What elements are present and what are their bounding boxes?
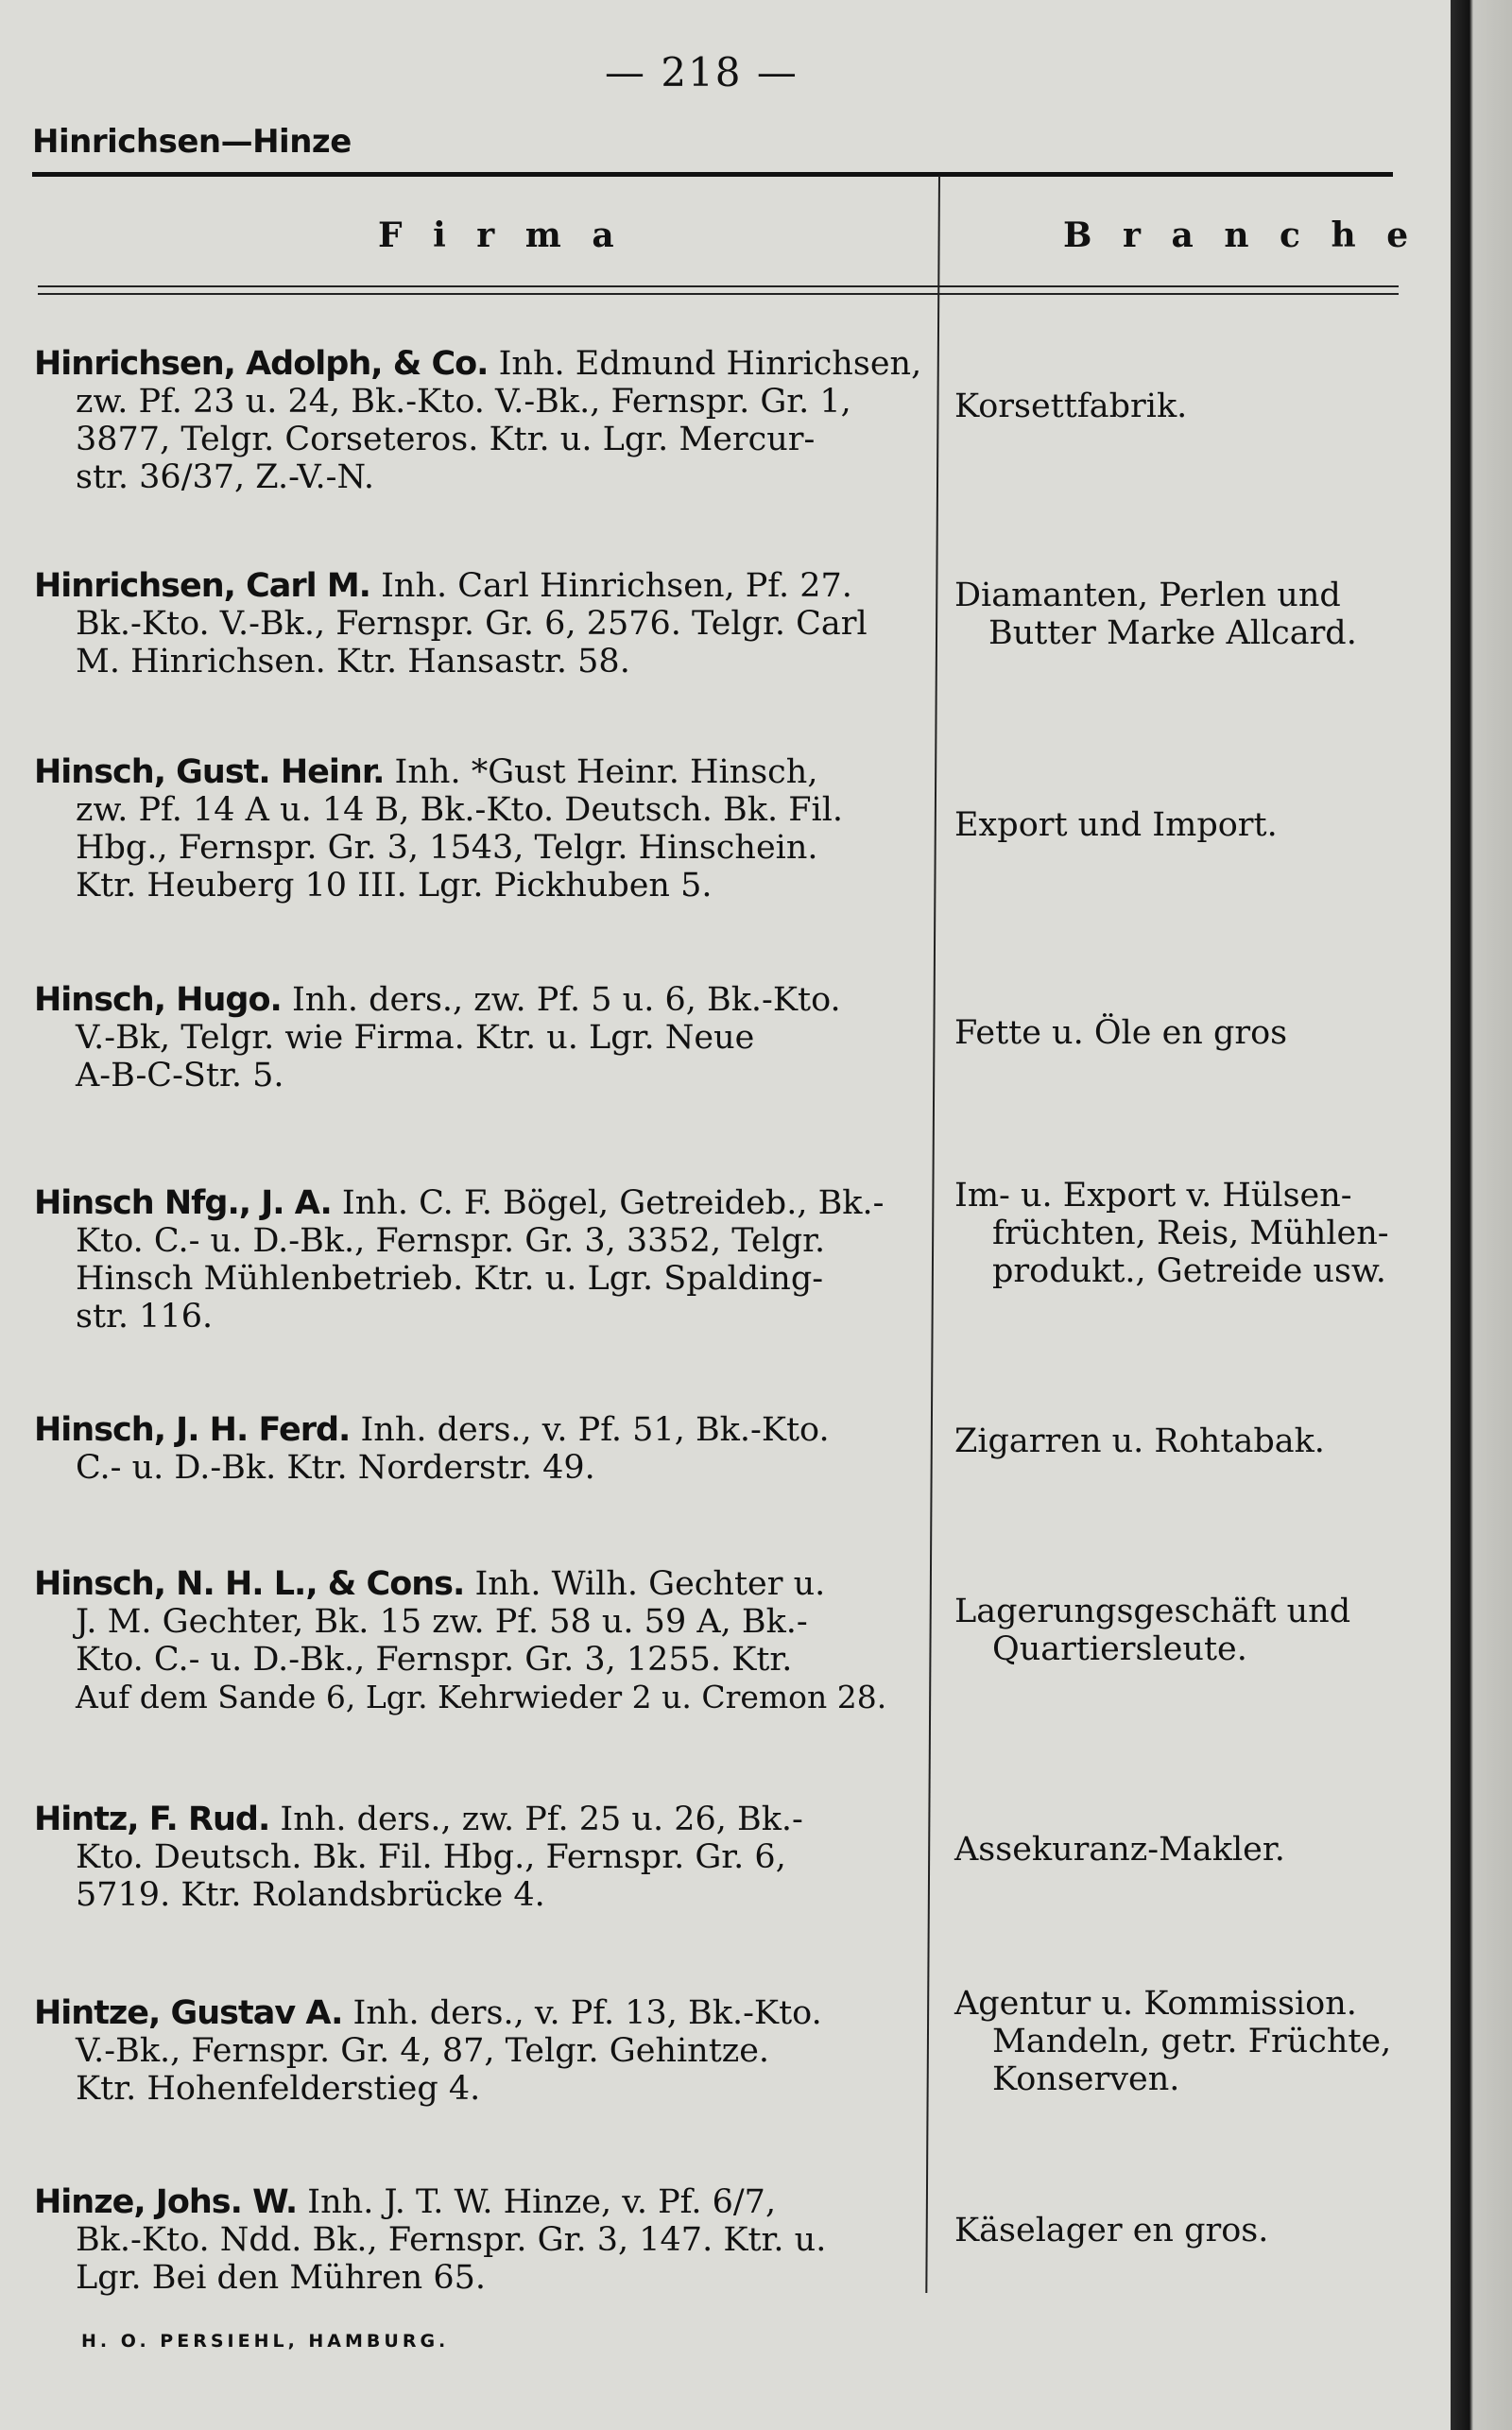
firm-name: Hinsch, Gust. Heinr. [34,753,385,791]
column-header-firma: F i r m a [378,215,624,255]
firm-name: Hinsch, J. H. Ferd. [34,1411,351,1449]
directory-entry: Hintz, F. Rud. Inh. ders., zw. Pf. 25 u. 26, Bk.- Kto. Deutsch. Bk. Fil. Hbg., Fernspr. Gr. 6, 5719. Ktr. Rolandsbrücke 4. [34,1801,803,1914]
directory-entry: Hinsch, Gust. Heinr. Inh. *Gust Heinr. Hinsch, zw. Pf. 14 A u. 14 B, Bk.-Kto. Deutsch. Bk. Fil. Hbg., Fernspr. Gr. 3, 1543, Telgr. Hinschein. Ktr. Heuberg 10 III. Lgr. Pickhuben 5. [34,753,844,905]
running-head: Hinrichsen—Hinze [32,123,352,161]
column-header-branche: B r a n c h e [1063,215,1418,255]
directory-entry: Hinsch, N. H. L., & Cons. Inh. Wilh. Gechter u. J. M. Gechter, Bk. 15 zw. Pf. 58 u. 59 A, Bk.- Kto. C.- u. D.-Bk., Fernspr. Gr. 3, 1255. Ktr. Auf dem Sande 6, Lgr. Kehrwieder 2 u. Cremon 28. [34,1565,887,1715]
branch-text: Diamanten, Perlen und Butter Marke Allcard. [954,577,1357,652]
directory-entry: Hinsch, Hugo. Inh. ders., zw. Pf. 5 u. 6, Bk.-Kto. V.-Bk, Telgr. wie Firma. Ktr. u. Lgr. Neue A-B-C-Str. 5. [34,981,841,1094]
directory-entry: Hinrichsen, Carl M. Inh. Carl Hinrichsen, Pf. 27. Bk.-Kto. V.-Bk., Fernspr. Gr. 6, 2576. Telgr. Carl M. Hinrichsen. Ktr. Hansastr. 58. [34,567,868,681]
header-rule [38,285,1399,287]
branch-text: Zigarren u. Rohtabak. [954,1422,1325,1460]
book-spine-edge [1451,0,1512,2430]
directory-entry: Hinsch, J. H. Ferd. Inh. ders., v. Pf. 51, Bk.-Kto. C.- u. D.-Bk. Ktr. Norderstr. 49. [34,1411,830,1487]
directory-entry: Hinze, Johs. W. Inh. J. T. W. Hinze, v. Pf. 6/7, Bk.-Kto. Ndd. Bk., Fernspr. Gr. 3, 147. Ktr. u. Lgr. Bei den Mühren 65. [34,2183,827,2297]
directory-entry: Hintze, Gustav A. Inh. ders., v. Pf. 13, Bk.-Kto. V.-Bk., Fernspr. Gr. 4, 87, Telgr. Gehintze. Ktr. Hohenfelderstieg 4. [34,1994,822,2108]
branch-text: Agentur u. Kommission. Mandeln, getr. Früchte, Konserven. [954,1985,1392,2098]
firm-name: Hinze, Johs. W. [34,2183,298,2221]
directory-entry: Hinrichsen, Adolph, & Co. Inh. Edmund Hinrichsen, zw. Pf. 23 u. 24, Bk.-Kto. V.-Bk., Fernspr. Gr. 1, 3877, Telgr. Corseteros. Ktr. u. Lgr. Mercur- str. 36/37, Z.-V.-N. [34,345,922,496]
branch-text: Käselager en gros. [954,2212,1269,2249]
firm-name: Hinsch, N. H. L., & Cons. [34,1565,465,1603]
page-number: — 218 — [605,49,799,95]
printer-imprint: H. O. PERSIEHL, HAMBURG. [81,2331,450,2352]
firm-name: Hinsch Nfg., J. A. [34,1184,332,1222]
firm-name: Hintze, Gustav A. [34,1994,343,2032]
directory-entry: Hinsch Nfg., J. A. Inh. C. F. Bögel, Getreideb., Bk.- Kto. C.- u. D.-Bk., Fernspr. Gr. 3, 3352, Telgr. Hinsch Mühlenbetrieb. Ktr. u. Lgr. Spalding- str. 116. [34,1184,885,1336]
branch-text: Assekuranz-Makler. [954,1831,1285,1869]
branch-text: Fette u. Öle en gros [954,1014,1288,1052]
branch-text: Im- u. Export v. Hülsen- früchten, Reis, Mühlen- produkt., Getreide usw. [954,1177,1389,1290]
branch-text: Korsettfabrik. [954,388,1188,425]
header-rule [38,293,1399,295]
branch-text: Export und Import. [954,806,1278,844]
firm-name: Hintz, F. Rud. [34,1801,270,1838]
firm-name: Hinrichsen, Carl M. [34,567,370,605]
firm-name: Hinsch, Hugo. [34,981,282,1019]
top-rule [32,172,1393,177]
branch-text: Lagerungsgeschäft und Quartiersleute. [954,1593,1351,1668]
firm-name: Hinrichsen, Adolph, & Co. [34,345,489,383]
